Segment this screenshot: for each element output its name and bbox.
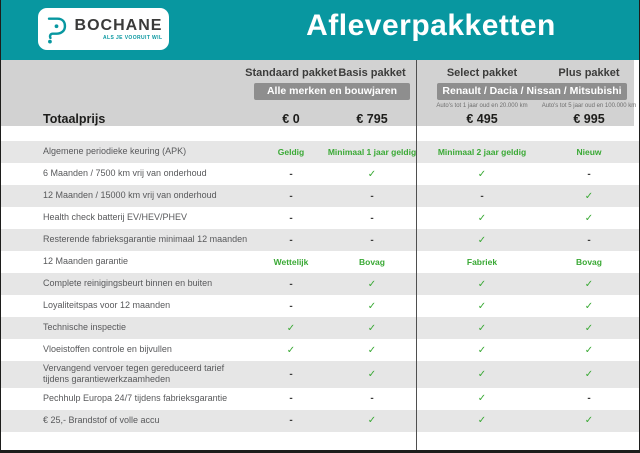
badge-all-brands: Alle merken en bouwjaren	[254, 83, 410, 100]
feature-table	[1, 141, 639, 432]
cell-value: ✓	[367, 344, 377, 356]
row-label: Health check batterij EV/HEV/PHEV	[43, 212, 188, 223]
brand-tagline: ALS JE VOORUIT WIL	[103, 34, 163, 41]
price-select: € 495	[466, 112, 498, 126]
table-row	[1, 207, 639, 229]
cell-value: ✓	[584, 344, 594, 356]
package-subtitles-row	[1, 101, 637, 111]
total-price-row	[1, 112, 634, 126]
table-row	[1, 410, 639, 432]
cell-value: ✓	[477, 368, 487, 380]
cell-value: Bovag	[359, 257, 385, 267]
cell-value: -	[587, 234, 591, 246]
price-standaard: € 0	[282, 112, 300, 126]
row-label: Vloeistoffen controle en bijvullen	[43, 344, 172, 355]
cell-value: ✓	[477, 168, 487, 180]
table-row	[1, 388, 639, 410]
cell-value: ✓	[584, 415, 594, 426]
cell-value: ✓	[286, 344, 296, 356]
price-plus: € 995	[573, 112, 605, 126]
table-row	[1, 163, 639, 185]
cell-value: ✓	[477, 415, 487, 426]
cell-value: ✓	[584, 190, 594, 202]
table-row	[1, 317, 639, 339]
cell-value: -	[289, 278, 293, 290]
table-row	[1, 273, 639, 295]
cell-value: -	[587, 168, 591, 180]
package-name-standaard: Standaard pakket	[245, 67, 337, 79]
package-name-basis: Basis pakket	[338, 67, 406, 79]
row-label: Resterende fabrieksgarantie minimaal 12 maanden	[43, 234, 248, 245]
cell-value: -	[289, 393, 293, 404]
cell-value: ✓	[477, 278, 487, 290]
cell-value: -	[370, 234, 374, 246]
cell-value: ✓	[367, 322, 377, 334]
price-basis: € 795	[356, 112, 388, 126]
cell-value: ✓	[584, 278, 594, 290]
cell-value: ✓	[367, 278, 377, 290]
badge-renault-dacia-nissan-mitsubishi: Renault / Dacia / Nissan / Mitsubishi	[437, 83, 627, 100]
logo-text	[75, 18, 163, 41]
row-label: Technische inspectie	[43, 322, 127, 333]
cell-value: ✓	[477, 322, 487, 334]
cell-value: ✓	[286, 322, 296, 334]
row-label: Complete reinigingsbeurt binnen en buiten	[43, 278, 213, 289]
cell-value: ✓	[367, 368, 377, 380]
package-header-band	[1, 60, 637, 126]
package-names-row	[1, 60, 634, 79]
cell-value: -	[289, 234, 293, 246]
total-price-label: Totaalprijs	[43, 112, 106, 126]
table-row	[1, 339, 639, 361]
cell-value: Minimaal 1 jaar geldig	[327, 147, 417, 157]
select-subtitle: Auto's tot 1 jaar oud en 20.000 km	[436, 103, 528, 109]
header	[1, 0, 639, 60]
cell-value: -	[289, 368, 293, 380]
row-label: Algemene periodieke keuring (APK)	[43, 146, 187, 157]
cell-value: -	[587, 393, 591, 404]
cell-value: Nieuw	[576, 147, 602, 157]
cell-value: Bovag	[576, 257, 602, 267]
cell-value: ✓	[477, 234, 487, 246]
cell-value: ✓	[367, 300, 377, 312]
row-label: Vervangend vervoer tegen gereduceerd tarief tijdens garantiewerkzaamheden	[43, 363, 225, 385]
row-label: 12 Maanden / 15000 km vrij van onderhoud	[43, 190, 217, 201]
cell-value: ✓	[477, 393, 487, 404]
cell-value: ✓	[584, 212, 594, 224]
cell-value: -	[289, 168, 293, 180]
cell-value: -	[289, 190, 293, 202]
cell-value: ✓	[584, 368, 594, 380]
package-name-plus: Plus pakket	[558, 67, 620, 79]
table-row	[1, 185, 639, 207]
package-name-select: Select pakket	[446, 67, 518, 79]
cell-value: ✓	[477, 300, 487, 312]
row-label: 6 Maanden / 7500 km vrij van onderhoud	[43, 168, 207, 179]
page-title: Afleverpakketten	[306, 9, 556, 42]
cell-value: Minimaal 2 jaar geldig	[437, 147, 527, 157]
cell-value: -	[370, 212, 374, 224]
cell-value: -	[289, 415, 293, 426]
cell-value: -	[370, 393, 374, 404]
cell-value: -	[480, 190, 484, 202]
group-divider-line	[416, 60, 417, 450]
cell-value: Fabriek	[466, 257, 498, 267]
table-row	[1, 251, 639, 273]
cell-value: Wettelijk	[273, 257, 309, 267]
bochane-logo-icon	[45, 14, 68, 44]
cell-value: -	[289, 300, 293, 312]
row-label: 12 Maanden garantie	[43, 256, 129, 267]
cell-value: -	[370, 190, 374, 202]
bochane-logo	[38, 8, 169, 50]
table-row	[1, 141, 639, 163]
cell-value: ✓	[367, 415, 377, 426]
brand-name: BOCHANE	[74, 16, 163, 34]
cell-value: ✓	[584, 322, 594, 334]
table-row	[1, 361, 639, 388]
brand-badges-row	[1, 83, 634, 100]
plus-subtitle: Auto's tot 5 jaar oud en 100.000 km	[541, 103, 637, 109]
cell-value: Geldig	[277, 147, 305, 157]
cell-value: ✓	[477, 344, 487, 356]
row-label: Loyaliteitspas voor 12 maanden	[43, 300, 171, 311]
table-row	[1, 295, 639, 317]
cell-value: ✓	[367, 168, 377, 180]
cell-value: ✓	[477, 212, 487, 224]
cell-value: ✓	[584, 300, 594, 312]
row-label: Pechhulp Europa 24/7 tijdens fabrieksgarantie	[43, 392, 228, 403]
cell-value: -	[289, 212, 293, 224]
table-row	[1, 229, 639, 251]
row-label: € 25,- Brandstof of volle accu	[43, 414, 160, 425]
